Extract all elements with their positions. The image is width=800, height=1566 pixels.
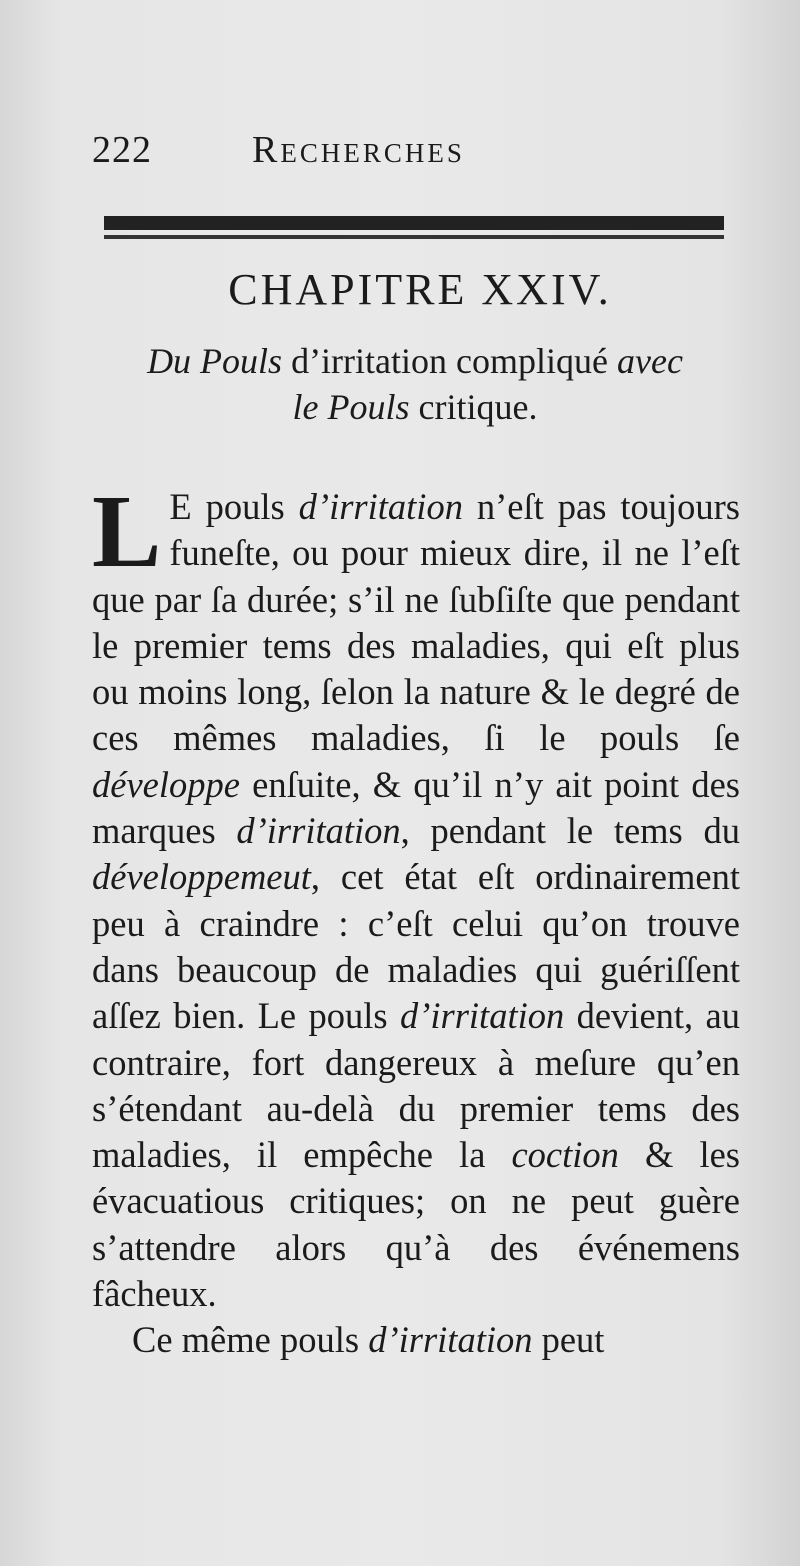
- p1-text-3: enſuite, & qu’il n’y ait point des marques: [92, 763, 740, 852]
- p1-text-6: devient, au contraire, fort dangereux à meſure qu’en s’étendant au-delà du premier tems des maladies, il empêche la: [92, 995, 740, 1176]
- p2-text-1: Ce même pouls: [132, 1319, 369, 1361]
- p1-text-5: , cet état eſt ordinairement peu à craindre : c’eſt celui qu’on trouve dans beaucoup de maladies qui guériſſent aſſez bien. Le pouls: [92, 856, 740, 1037]
- drop-cap: L: [92, 474, 162, 589]
- subtitle-italic-1: Du Pouls: [147, 341, 283, 381]
- page-header: [92, 128, 612, 172]
- rule-thin-line: [104, 235, 724, 239]
- p1-italic-4: développemeut: [92, 856, 311, 898]
- subtitle-italic-3: le Pouls: [292, 387, 410, 427]
- rule-thick-line: [104, 216, 724, 230]
- paragraph-2: [92, 1317, 740, 1363]
- p1-text-2: n’eſt pas toujours funeſte, ou pour mieux dire, il ne l’eſt que par ſa durée; s’il ne ſubſiſte que pendant le premier tems des maladies, qui eſt plus ou moins long, ſelon la nature & le degré de ces mêmes maladies, ſi le pouls ſe: [92, 486, 740, 759]
- subtitle-roman-1: d’irritation compliqué: [282, 341, 617, 381]
- p1-italic-3: d’irritation: [236, 810, 401, 852]
- p2-italic-1: d’irritation: [368, 1319, 533, 1361]
- chapter-subtitle: [90, 338, 740, 430]
- p2-text-2: peut: [532, 1319, 605, 1361]
- running-head: Recherches: [252, 129, 465, 171]
- p1-text-7: & les évacuatious critiques; on ne peut guère s’attendre alors qu’à des événemens fâcheux.: [92, 1134, 741, 1315]
- subtitle-italic-2: avec: [616, 341, 683, 381]
- subtitle-roman-2: critique.: [409, 387, 538, 427]
- p1-italic-1: d’irritation: [298, 486, 463, 527]
- p1-text-4: , pendant le tems du: [400, 810, 740, 852]
- p1-italic-2: développe: [92, 763, 240, 805]
- paragraph-1: [92, 474, 741, 1317]
- chapter-title: CHAPITRE XXIV.: [228, 265, 612, 314]
- p1-italic-6: coction: [511, 1134, 619, 1176]
- chapter-rule-ornament: [104, 214, 724, 242]
- page-number: 222: [92, 129, 152, 171]
- p1-text-1: E pouls: [169, 486, 299, 527]
- body-text: [92, 474, 741, 1364]
- p1-italic-5: d’irritation: [399, 995, 565, 1037]
